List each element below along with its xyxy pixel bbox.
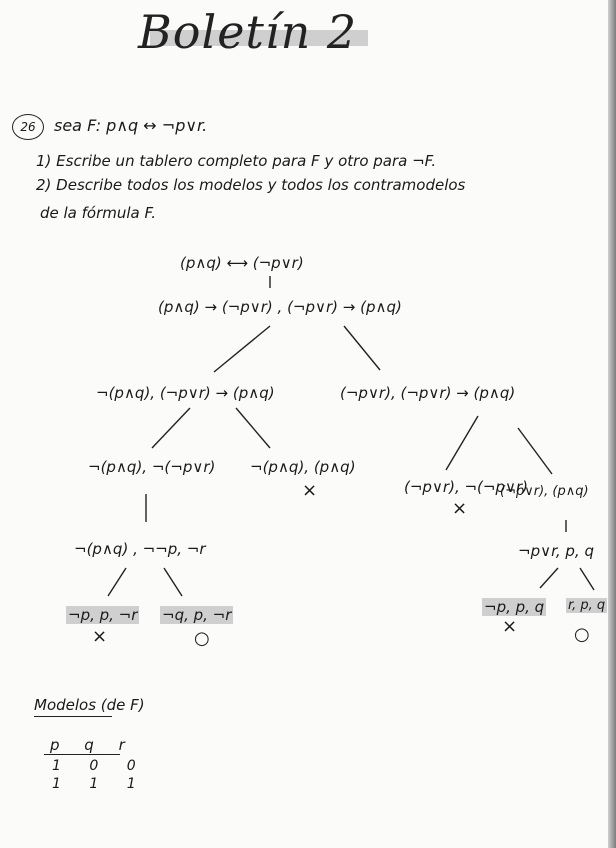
tree-right-left: (¬p∨r), ¬(¬p∨r) [404, 478, 528, 496]
tree-right-branch: (¬p∨r), (¬p∨r) → (p∧q) [340, 384, 516, 402]
models-columns: p q r [50, 736, 135, 754]
leaf-4: r, p, q [568, 598, 606, 613]
leaf-3: ¬p, p, q [484, 598, 545, 616]
exercise-item-3: de la fórmula F. [40, 204, 156, 222]
tree-left-branch: ¬(p∧q), (¬p∨r) → (p∧q) [96, 384, 275, 402]
models-columns-underline [44, 754, 120, 755]
tree-left-left: ¬(p∧q), ¬(¬p∨r) [88, 458, 216, 476]
tree-right-level-4: ¬p∨r, p, q [518, 542, 594, 560]
closed-branch-mark: × [502, 616, 518, 637]
leaf-1: ¬p, p, ¬r [68, 606, 138, 624]
models-heading-underline [34, 716, 112, 717]
models-row: 1 1 1 [52, 776, 148, 792]
tree-left-right: ¬(p∧q), (p∧q) [250, 458, 356, 476]
leaf-2: ¬q, p, ¬r [162, 606, 232, 624]
tree-right-right: (¬p∨r), (p∧q) [500, 484, 589, 499]
exercise-item-2: 2) Describe todos los modelos y todos los contramodelos [36, 176, 466, 194]
closed-branch-mark: × [452, 498, 468, 519]
tree-level-1: (p∧q) → (¬p∨r) , (¬p∨r) → (p∧q) [158, 298, 402, 316]
models-row: 1 0 0 [52, 758, 148, 774]
tree-root: (p∧q) ⟷ (¬p∨r) [180, 254, 304, 272]
models-heading: Modelos (de F) [34, 696, 145, 714]
closed-branch-mark: × [92, 626, 108, 647]
open-branch-mark: ○ [194, 628, 210, 649]
exercise-item-1: 1) Escribe un tablero completo para F y otro para ¬F. [36, 152, 437, 170]
open-branch-mark: ○ [574, 624, 590, 645]
page-title: Boletín 2 [138, 5, 358, 59]
closed-branch-mark: × [302, 480, 318, 501]
tree-left-level-4: ¬(p∧q) , ¬¬p, ¬r [74, 540, 206, 558]
exercise-number: 26 [12, 114, 44, 140]
exercise-statement: sea F: p∧q ↔ ¬p∨r. [54, 116, 208, 135]
